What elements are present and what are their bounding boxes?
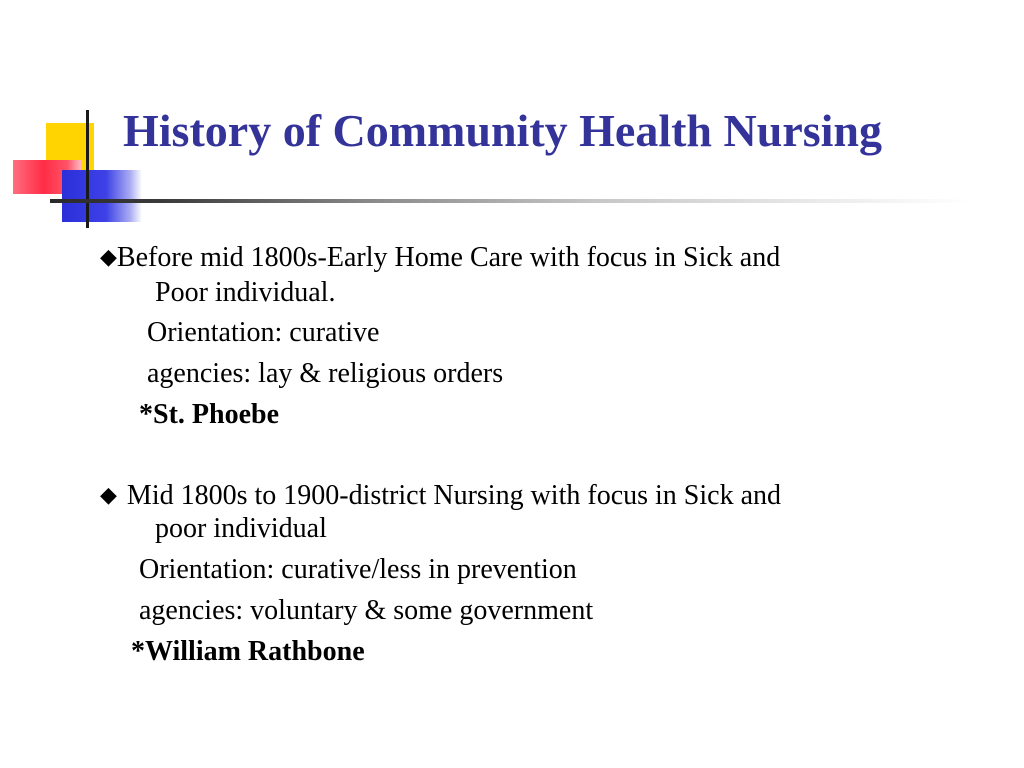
- key-figure-text: *St. Phoebe: [139, 399, 279, 430]
- bullet-text-line1: Before mid 1800s-Early Home Care with focus in Sick and: [116, 242, 781, 273]
- agencies-text: agencies: voluntary & some government: [139, 595, 594, 626]
- bullet-text-line2: poor individual: [155, 513, 327, 544]
- bullet-text-line1: Mid 1800s to 1900-district Nursing with focus in Sick and: [126, 480, 781, 511]
- key-figure-text: *William Rathbone: [131, 636, 365, 667]
- bullet-text-line2: Poor individual.: [155, 277, 336, 308]
- slide-title: History of Community Health Nursing: [123, 105, 882, 156]
- orientation-text: Orientation: curative/less in prevention: [139, 554, 577, 585]
- diamond-bullet-icon: ◆: [100, 244, 117, 269]
- bullet-item-district-nursing: [100, 479, 781, 514]
- bullet-item-early-home-care: [100, 241, 780, 276]
- orientation-text: Orientation: curative: [147, 317, 380, 348]
- agencies-text: agencies: lay & religious orders: [147, 358, 504, 389]
- diamond-bullet-icon: ◆: [100, 482, 117, 507]
